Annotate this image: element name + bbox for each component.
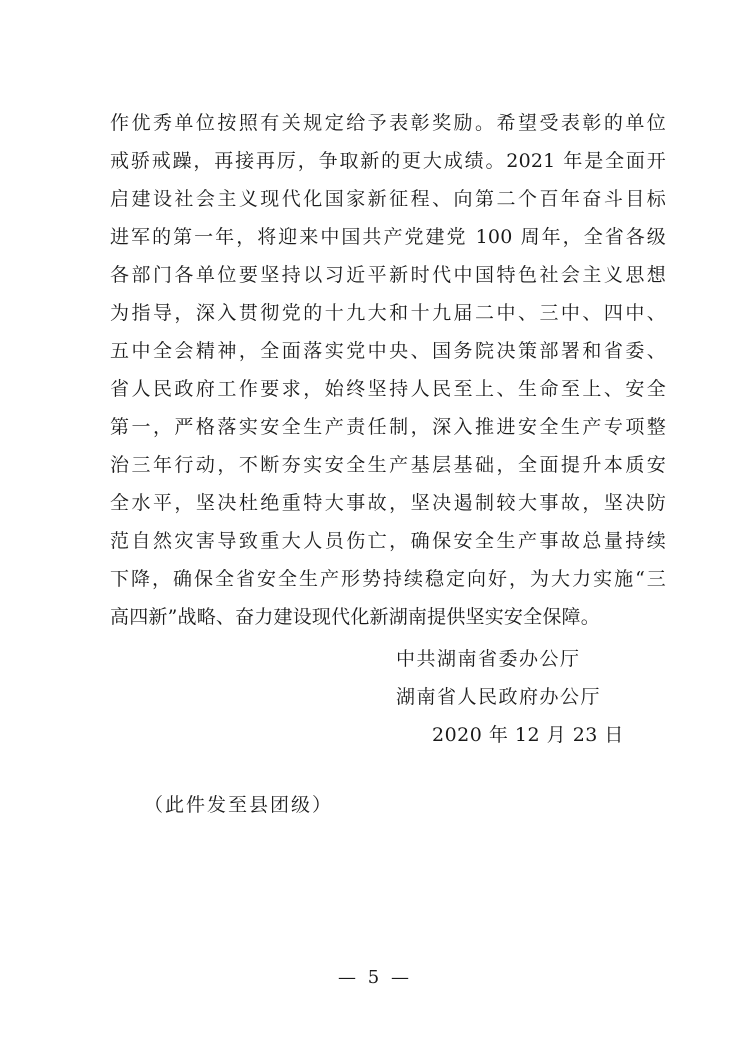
body-line-10: 治三年行动，不断夯实安全生产基层基础，全面提升本质安 [110,454,666,476]
issue-date: 2020 年 12 月 23 日 [432,724,624,746]
body-line-1: 作优秀单位按照有关规定给予表彰奖励。希望受表彰的单位 [110,112,666,134]
page-number: — 5 — [338,967,412,988]
body-line-7: 五中全会精神，全面落实党中央、国务院决策部署和省委、 [110,340,666,362]
body-line-8: 省人民政府工作要求，始终坚持人民至上、生命至上、安全 [110,378,666,400]
body-line-14: 高四新”战略、奋力建设现代化新湖南提供坚实安全保障。 [110,606,600,628]
body-line-9: 第一，严格落实安全生产责任制，深入推进安全生产专项整 [110,416,666,438]
body-line-11: 全水平，坚决杜绝重特大事故，坚决遏制较大事故，坚决防 [110,492,666,514]
body-line-13: 下降，确保全省安全生产形势持续稳定向好，为大力实施“三 [110,568,666,590]
issuer-party-office: 中共湖南省委办公厅 [396,648,581,670]
body-line-4: 进军的第一年，将迎来中国共产党建党 100 周年，全省各级 [110,226,666,248]
body-line-12: 范自然灾害导致重大人员伤亡，确保安全生产事故总量持续 [110,530,666,552]
distribution-note: （此件发至县团级） [144,794,334,816]
body-line-6: 为指导，深入贯彻党的十九大和十九届二中、三中、四中、 [110,302,666,324]
body-text [110,104,666,636]
signature-block [396,640,624,754]
body-line-5: 各部门各单位要坚持以习近平新时代中国特色社会主义思想 [110,264,666,286]
issuer-government-office: 湖南省人民政府办公厅 [396,686,602,708]
body-line-2: 戒骄戒躁，再接再厉，争取新的更大成绩。2021 年是全面开 [110,150,666,172]
body-line-3: 启建设社会主义现代化国家新征程、向第二个百年奋斗目标 [110,188,666,210]
